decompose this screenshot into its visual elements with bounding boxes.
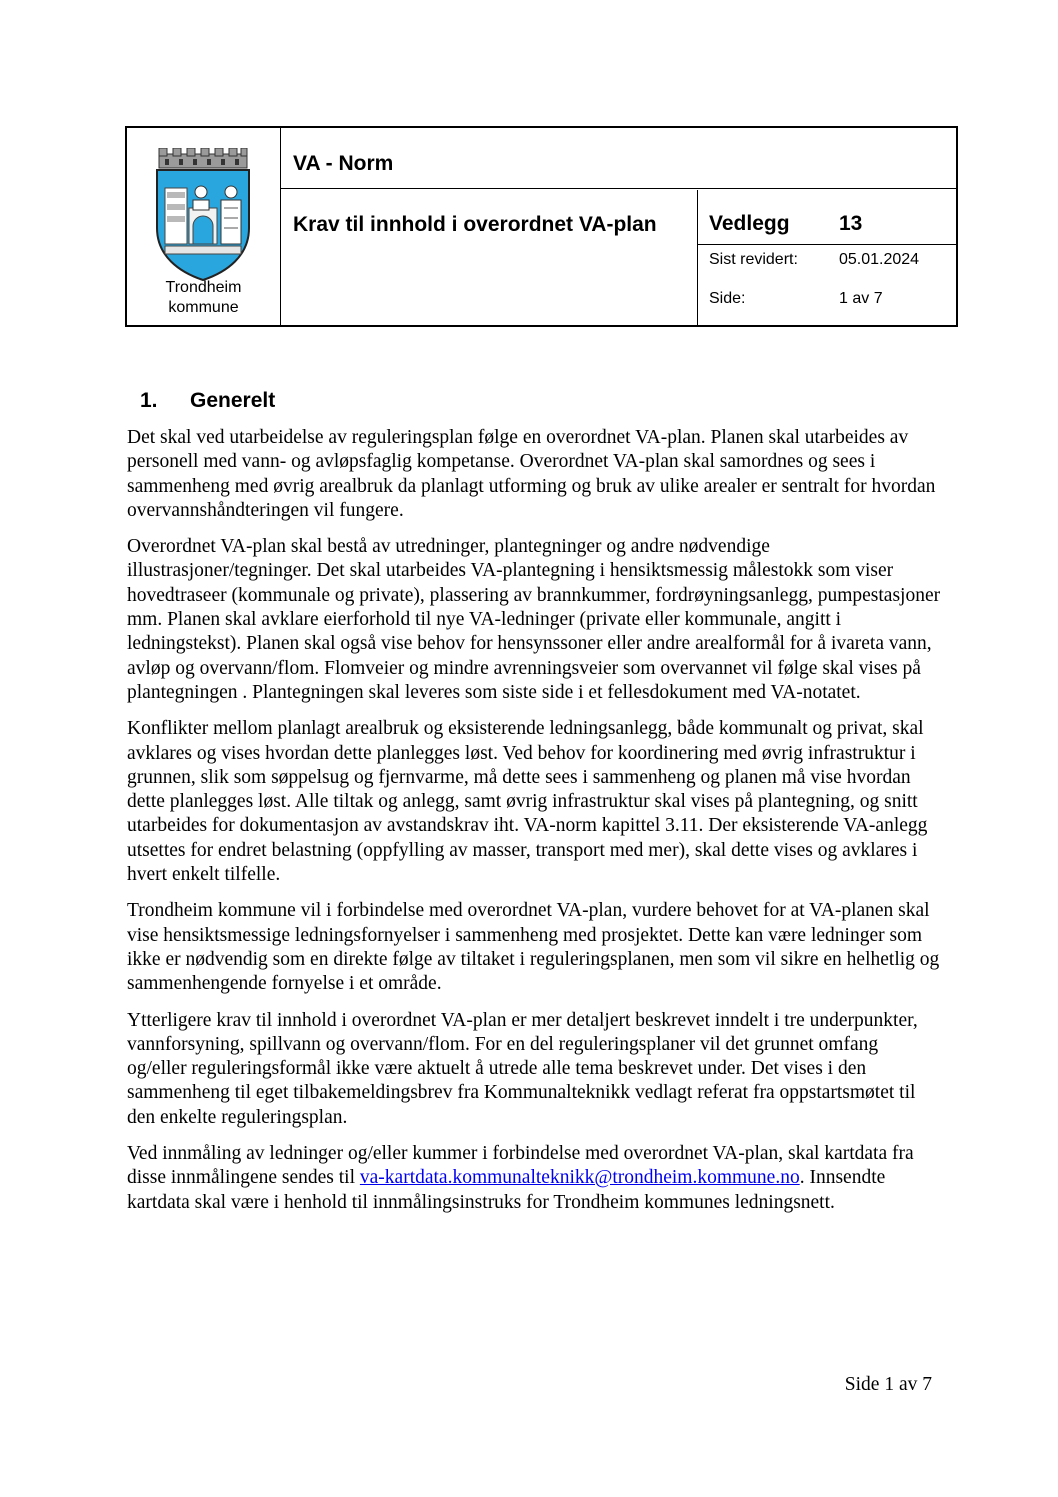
coat-of-arms-icon (149, 148, 257, 282)
header-divider (280, 128, 281, 325)
revised-label: Sist revidert: (709, 251, 798, 268)
org-name-line2: kommune (168, 299, 239, 316)
page-footer: Side 1 av 7 (844, 1374, 932, 1395)
page-value: 1 av 7 (839, 290, 883, 307)
vedlegg-label: Vedlegg (709, 212, 790, 235)
header-divider (280, 188, 956, 189)
paragraph: Det skal ved utarbeidelse av reguleringsplan følge en overordnet VA-plan. Planen skal utarbeides av personell med vann- og avløpsfaglig kompetanse. Overordnet VA-plan skal samordnes og sees i sammenheng med øvrig arealbruk da planlagt utforming og bruk av ulike arealer er sentralt for hvordan overvannshåndteringen vil fungere. (127, 427, 936, 521)
document-title: Krav til innhold i overordnet VA-plan (293, 213, 657, 236)
page-label: Side: (709, 290, 746, 307)
paragraph: Trondheim kommune vil i forbindelse med overordnet VA-plan, vurdere behovet for at VA-planen skal vise hensiktsmessige ledningsfornyelser i sammenheng med prosjektet. Dette kan være ledninger som ikke er nødvendig som en direkte følge av tiltaket i reguleringsplanen, men som vil sikre en helhetlig og sammenhengende fornyelse i et område. (127, 900, 940, 995)
email-link[interactable]: va-kartdata.kommunalteknikk@trondheim.kommune.no (359, 1167, 800, 1189)
org-name-line1: Trondheim (165, 279, 242, 296)
section-title: Generelt (190, 389, 276, 412)
paragraph (127, 1142, 942, 1215)
header-divider (697, 244, 956, 245)
norm-title: VA - Norm (293, 152, 394, 175)
revised-date: 05.01.2024 (839, 251, 920, 268)
vedlegg-number: 13 (839, 212, 863, 235)
section-number: 1. (140, 389, 158, 412)
paragraph-text: . Innsendte kartdata skal være i henhold til innmålingsinstruks for Trondheim kommunes ledningsnett. (127, 1167, 886, 1213)
paragraph: Konflikter mellom planlagt arealbruk og eksisterende ledningsanlegg, både kommunalt og privat, skal avklares og vises hvordan dette planlegges løst. Ved behov for koordinering med øvrig infrastruktur i grunnen, slik som søppelsug og fjernvarme, må dette sees i sammenheng og planen må vise hvordan dette planlegges løst. Alle tiltak og anlegg, samt øvrig infrastruktur skal vises på plantegning, og snitt utarbeides for dokumentasjon av avstandskrav iht. VA-norm kapittel 3.11. Der eksisterende VA-anlegg utsettes for endret belastning (oppfylling av masser, transport med mer), skal dette vises og avklares i hvert enkelt tilfelle. (127, 718, 928, 886)
paragraph: Ytterligere krav til innhold i overordnet VA-plan er mer detaljert beskrevet inndelt i tre underpunkter, vannforsyning, spillvann og overvann/flom. For en del reguleringsplaner vil det grunnet omfang og/eller reguleringsformål ikke være aktuelt å utrede alle tema beskrevet under. Det vises i den sammenheng til eget tilbakemeldingsbrev fra Kommunalteknikk vedlagt referat fra oppstartsmøtet til den enkelte reguleringsplan. (127, 1009, 918, 1128)
logo-area (127, 128, 280, 325)
header-divider (697, 190, 698, 325)
header-table (125, 126, 958, 327)
paragraph-text: Ved innmåling av ledninger og/eller kummer i forbindelse med overordnet VA-plan, skal kartdata fra disse innmålingene sendes til (127, 1143, 914, 1189)
body-text (127, 426, 942, 1227)
paragraph: Overordnet VA-plan skal bestå av utredninger, plantegninger og andre nødvendige illustrasjoner/tegninger. Det skal utarbeides VA-plantegning i hensiktsmessig målestokk som viser hovedtraseer (kommunale og private), plassering av brannkummer, fordrøyningsanlegg, pumpestasjoner mm. Planen skal avklare eierforhold til nye VA-ledninger (private eller kommunale, angitt i ledningstekst). Planen skal også vise behov for hensynssoner eller andre arealformål for å ivareta vann, avløp og overvann/flom. Flomveier og mindre avrenningsveier som overvannet vil følge skal vises på plantegningen . Plantegningen skal leveres som siste side i et fellesdokument med VA-notatet. (127, 536, 941, 703)
